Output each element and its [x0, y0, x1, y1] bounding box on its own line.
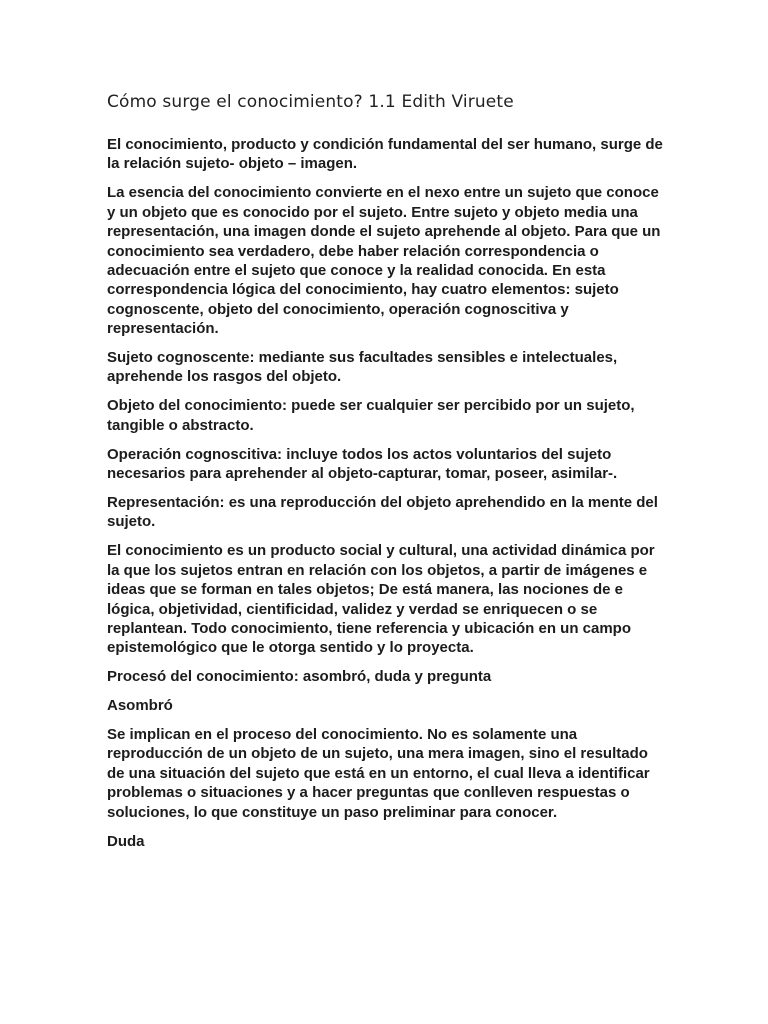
- paragraph-essence: La esencia del conocimiento convierte en el nexo entre un sujeto que conoce y un objeto que es conocido por el sujeto. Entre sujeto y objeto media una representación, una imagen donde el sujeto aprehende al objeto. Para que un conocimiento sea verdadero, debe haber relación correspondencia o adecuación entre el sujeto que conoce y la realidad conocida. En esta correspondencia lógica del conocimiento, hay cuatro elementos: sujeto cognoscente, objeto del conocimiento, operación cognoscitiva y representación.: [107, 184, 661, 338]
- paragraph-process-heading: Procesó del conocimiento: asombró, duda y pregunta: [107, 668, 492, 686]
- paragraph-representation: Representación: es una reproducción del objeto aprehendido en la mente del sujeto.: [107, 494, 658, 531]
- paragraph-asombro-body: Se implican en el proceso del conocimiento. No es solamente una reproducción de un objeto de un sujeto, una mera imagen, sino el resultado de una situación del sujeto que está en un entorno, el cual lleva a identificar problemas o situaciones y a hacer preguntas que conlleven respuestas o soluciones, lo que constituye un paso preliminar para conocer.: [107, 726, 650, 821]
- paragraph-subject: Sujeto cognoscente: mediante sus facultades sensibles e intelectuales, aprehende los rasgos del objeto.: [107, 349, 618, 386]
- paragraph-object: Objeto del conocimiento: puede ser cualquier ser percibido por un sujeto, tangible o abstracto.: [107, 397, 635, 434]
- paragraph-intro: El conocimiento, producto y condición fundamental del ser humano, surge de la relación sujeto- objeto – imagen.: [107, 136, 663, 173]
- document-title: Cómo surge el conocimiento? 1.1 Edith Viruete: [107, 92, 514, 112]
- paragraph-operation: Operación cognoscitiva: incluye todos los actos voluntarios del sujeto necesarios para aprehender al objeto-capturar, tomar, poseer, asimilar-.: [107, 445, 618, 483]
- paragraph-duda-heading: Duda: [107, 832, 145, 850]
- paragraph-social-product: El conocimiento es un producto social y cultural, una actividad dinámica por la que los sujetos entran en relación con los objetos, a partir de imágenes e ideas que se forman en tales objetos; De está manera, las nociones de e lógica, objetividad, cientificidad, validez y verdad se enriquecen o se replantean. Todo conocimiento, tiene referencia y ubicación en un campo epistemológico que le otorga sentido y lo proyecta.: [107, 542, 655, 657]
- paragraph-asombro-heading: Asombró: [107, 697, 173, 715]
- document-page: [107, 89, 667, 861]
